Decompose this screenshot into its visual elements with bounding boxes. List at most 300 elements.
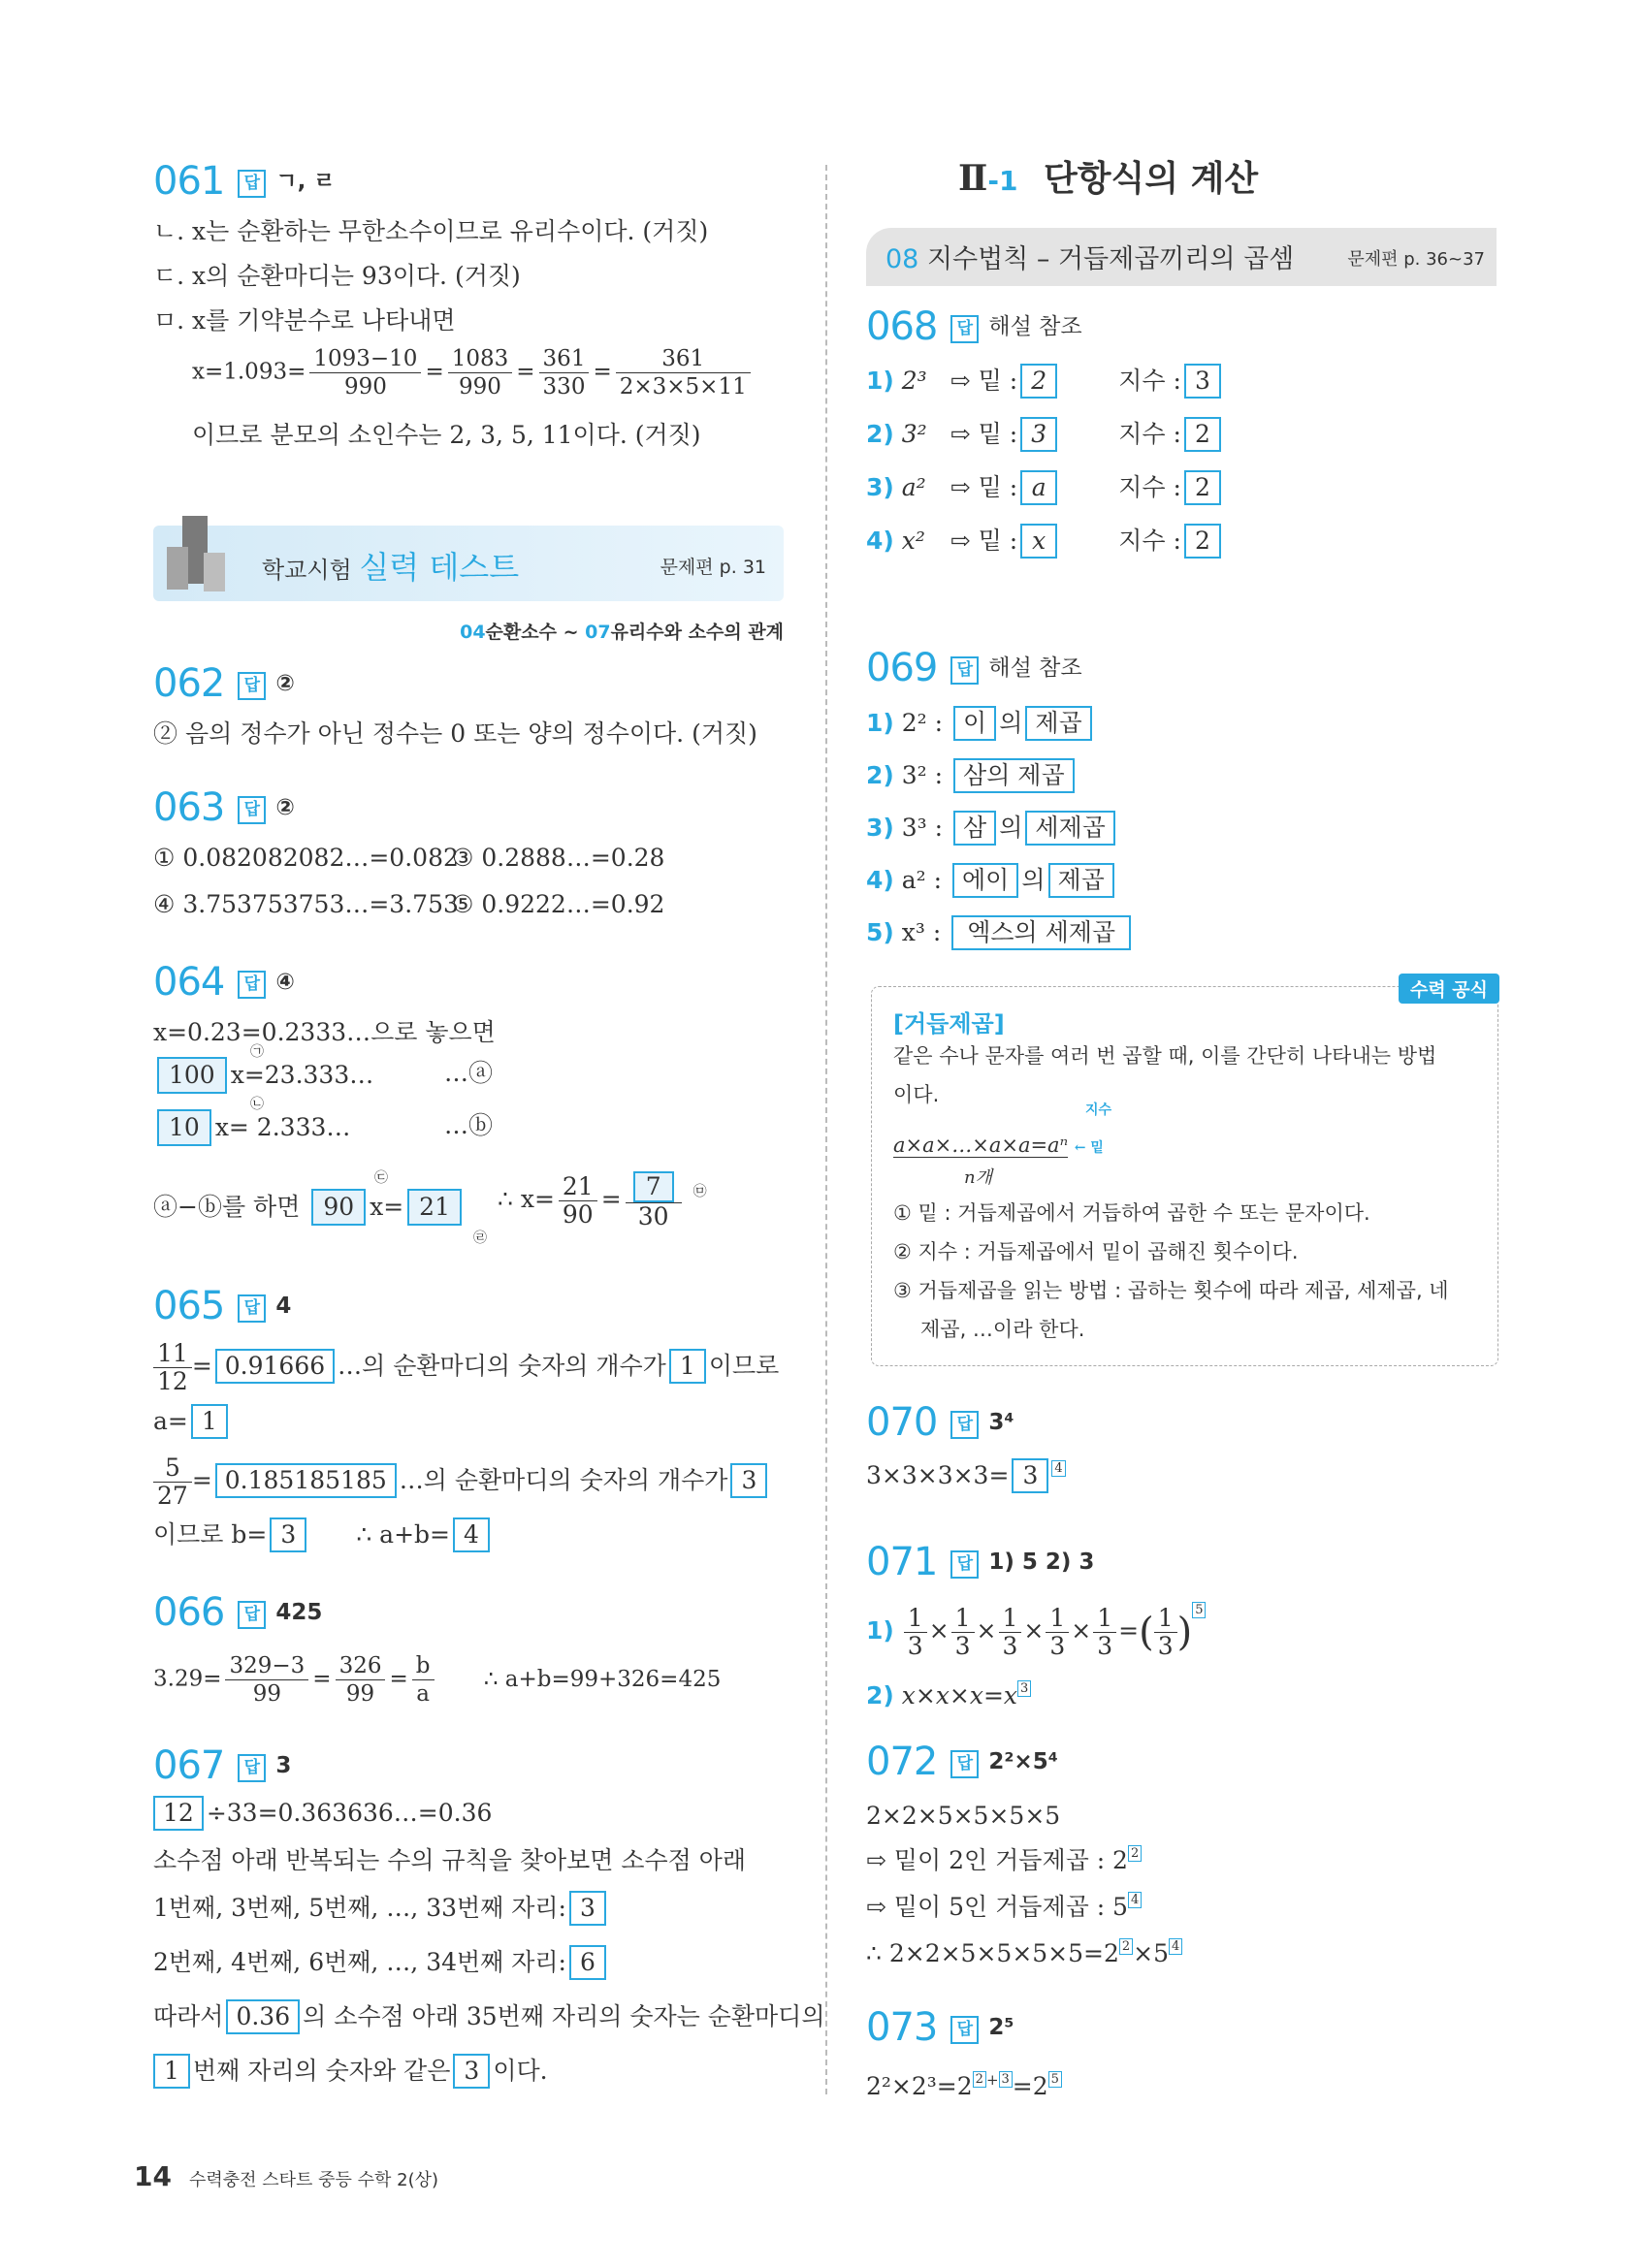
expr: 3² (901, 420, 927, 448)
denominator: 30 (637, 1202, 669, 1230)
text: 번째 자리의 숫자와 같은 (193, 2057, 451, 2085)
fraction (412, 1652, 435, 1708)
answer-tag: 답 (238, 672, 266, 700)
answer: 해설 참조 (988, 314, 1082, 339)
answer-box: 세제곱 (1025, 811, 1114, 846)
equation-line (866, 2063, 1062, 2103)
fraction (904, 1605, 927, 1660)
numerator: 326 (336, 1652, 386, 1680)
marker-label: ㉢ (374, 1170, 388, 1186)
formula-point: ③ 거듭제곱을 읽는 방법 : 곱하는 횟수에 따라 제곱, 세제곱, 네 (893, 1279, 1449, 1302)
denominator: 2×3×5×11 (619, 374, 747, 399)
text: 3×3×3×3= (866, 1461, 1010, 1489)
fraction (1154, 1605, 1177, 1660)
exponent-row (866, 524, 1224, 559)
problem-number: 064 (153, 960, 225, 1005)
text: ⓐ−ⓑ를 하면 (153, 1193, 301, 1221)
denominator: 3 (907, 1632, 923, 1660)
answer-box-small: 3 (999, 2071, 1013, 2088)
arrow-icon: ⇨ (950, 473, 971, 501)
fraction (559, 1173, 597, 1229)
equation-line (153, 1097, 351, 1146)
answer-box: 4 (453, 1517, 490, 1552)
exponent-label: 지수 (1085, 1102, 1112, 1118)
text: 이므로 (708, 1352, 780, 1380)
expr: 2³ (901, 367, 927, 395)
expr: 3² : (901, 761, 944, 789)
row-num: 1) (866, 1616, 894, 1645)
formula-expression (893, 1131, 1104, 1163)
answer-box: 삼 (953, 811, 996, 846)
answer: ② (275, 671, 295, 696)
answer-box-small: 5 (1048, 2071, 1062, 2088)
page-number: 14 (134, 2160, 172, 2192)
problem-067-header (153, 1743, 292, 1788)
exponent-row (866, 417, 1224, 452)
numerator: 1093−10 (309, 345, 421, 373)
formula-line: 같은 수나 문자를 여러 번 곱할 때, 이를 간단히 나타내는 방법 (893, 1044, 1437, 1068)
answer-box: 1 (669, 1349, 706, 1384)
problem-number: 066 (153, 1590, 225, 1635)
text: ÷33=0.363636…=0.36 (206, 1799, 493, 1827)
numerator: b (412, 1652, 435, 1680)
answer-box: 엑스의 세제곱 (951, 915, 1131, 950)
fraction (626, 1171, 682, 1230)
text: ⇨ 밑이 5인 거듭제곱 : 5 (866, 1893, 1128, 1921)
page-footer (134, 2160, 438, 2192)
exponent-row (866, 470, 1224, 505)
answer-row (866, 758, 1078, 793)
answer: 1) 5 2) 3 (988, 1549, 1095, 1575)
section-name: 지수법칙 – 거듭제곱끼리의 곱셈 (926, 244, 1295, 274)
answer-row (866, 915, 1134, 950)
denominator: 27 (157, 1482, 188, 1510)
numerator: 361 (539, 345, 590, 373)
expr: 3³ : (901, 814, 944, 842)
equation-line (866, 1679, 1031, 1712)
book-title: 수력충전 스타트 중등 수학 2(상) (188, 2170, 439, 2190)
expr: x³ : (901, 918, 942, 946)
arrow-icon: ⇨ (950, 527, 971, 555)
text: 의 (999, 814, 1023, 842)
fraction (616, 345, 751, 400)
text: 의 소수점 아래 35번째 자리의 숫자는 순환마디의 (303, 2002, 825, 2030)
text: = (1118, 1616, 1140, 1645)
numerator: 1 (951, 1605, 975, 1633)
answer-tag: 답 (238, 1294, 266, 1323)
numerator: 5 (153, 1454, 192, 1483)
fraction (1093, 1605, 1116, 1660)
section-num: 08 (885, 244, 919, 274)
text: ∴ 2×2×5×5×5×5=2 (866, 1939, 1119, 1967)
answer: 해설 참조 (988, 655, 1082, 681)
text: 2번째, 4번째, 6번째, …, 34번째 자리: (153, 1948, 566, 1976)
answer: 4 (275, 1294, 292, 1319)
answer-tag: 답 (950, 315, 979, 343)
answer-box: 제곱 (1025, 706, 1091, 741)
answer-box: 7 (633, 1171, 674, 1202)
times-sign: × (1071, 1616, 1092, 1645)
text: …의 순환마디의 숫자의 개수가 (338, 1352, 666, 1380)
equation: x=1.093= $\frac{1093-10}{990}$ = $\frac{1083}{990}$ = $\frac{361}{330}$ = $\frac{361}{2\times 3\times 5\times 11}$ (192, 345, 755, 400)
equation-line (866, 1891, 1142, 1924)
equation-line (153, 1404, 231, 1439)
text: ∴ a+b= (356, 1520, 450, 1549)
range-end-num: 07 (585, 622, 611, 643)
text: 2²×2³=2 (866, 2072, 973, 2100)
column-divider (825, 165, 827, 2094)
problem-number: 065 (153, 1284, 225, 1328)
banner-page-ref: 문제편 p. 31 (660, 557, 766, 578)
banner-title-main: 실력 테스트 (359, 549, 520, 586)
answer-box: 0.91666 (215, 1349, 335, 1384)
answer-box-small: 2 (973, 2071, 986, 2088)
answer: ④ (275, 970, 295, 995)
equation-line (153, 2054, 548, 2089)
text: x= 2.333… (214, 1113, 351, 1141)
answer-tag: 답 (950, 656, 979, 685)
eq-label: …ⓐ (444, 1059, 494, 1087)
answer-tag: 답 (238, 1754, 266, 1782)
row-num: 4) (866, 866, 894, 894)
formula-tag: 수력 공식 (1399, 974, 1499, 1004)
range-caption (460, 616, 784, 649)
denominator: 12 (157, 1367, 188, 1395)
text-line: ⑤ 0.9222…=0.92 (452, 890, 665, 918)
answer-box: 2 (1184, 470, 1221, 505)
paren-left: ( (1139, 1610, 1154, 1655)
answer-tag: 답 (950, 1550, 979, 1579)
fraction (309, 345, 421, 400)
answer: 3⁴ (988, 1410, 1014, 1435)
problem-069-header (866, 646, 1082, 690)
fraction (951, 1605, 975, 1660)
text-line: ㄴ. x는 순환하는 무한소수이므로 유리수이다. (거짓) (153, 217, 709, 245)
fraction (153, 1454, 192, 1510)
answer-box-small: 3 (1017, 1680, 1031, 1697)
formula-point: ① 밑 : 거듭제곱에서 거듭하여 곱한 수 또는 문자이다. (893, 1201, 1370, 1225)
answer-box: 이 (953, 706, 996, 741)
answer-box-small: 2 (1128, 1845, 1142, 1862)
chapter-title (958, 157, 1258, 203)
expr: a² : (901, 866, 943, 894)
times-sign: × (1023, 1616, 1045, 1645)
text: =2 (1012, 2072, 1048, 2100)
section-page-ref: 문제편 p. 36~37 (1347, 249, 1485, 270)
answer-box: 0.185185185 (215, 1463, 397, 1498)
fraction (448, 345, 513, 400)
answer-box: 2 (1184, 417, 1221, 452)
text: ⇨ 밑이 2인 거듭제곱 : 2 (866, 1846, 1128, 1874)
school-test-banner (153, 526, 784, 601)
text-line: 이므로 분모의 소인수는 2, 3, 5, 11이다. (거짓) (192, 421, 701, 449)
expr: x² (901, 527, 925, 555)
denominator: 990 (459, 374, 501, 399)
text: ∴ a+b=99+326=425 (483, 1666, 722, 1692)
banner-title-pre: 학교시험 (262, 557, 352, 584)
row-num: 1) (866, 709, 894, 737)
expr: 2² : (901, 709, 944, 737)
eq-label: …ⓑ (444, 1111, 494, 1139)
problem-062-header (153, 661, 295, 706)
problem-063-header (153, 785, 295, 830)
text: 이다. (493, 2057, 548, 2085)
problem-number: 069 (866, 646, 938, 690)
text: 의 (1021, 866, 1046, 894)
answer-box-small: 4 (1128, 1892, 1142, 1908)
row-num: 2) (866, 1681, 894, 1709)
answer-box: 100 (157, 1057, 227, 1094)
equation-line (153, 1170, 487, 1246)
answer-box: 6 (569, 1945, 606, 1980)
equation-line: $\frac{5}{27}$ = 0.185185185 …의 순환마디의 숫자의 개수가 3 (153, 1454, 770, 1510)
text: …의 순환마디의 숫자의 개수가 (399, 1466, 728, 1494)
answer-box: 12 (153, 1796, 204, 1831)
base-label: 밑 : (978, 473, 1018, 501)
equation-line (866, 1458, 1066, 1493)
equation-line (153, 1945, 609, 1980)
text: ∴ x= (498, 1185, 555, 1213)
denominator: 99 (252, 1681, 282, 1707)
problem-068-header (866, 304, 1082, 349)
problem-072-header (866, 1740, 1058, 1784)
formula-box (871, 979, 1498, 1366)
answer-box: x (1020, 524, 1057, 559)
problem-073-header (866, 2005, 1014, 2050)
answer-box: 3 (453, 2054, 490, 2089)
exponent-label: 지수 : (1118, 527, 1181, 555)
text-line: ㄷ. x의 순환마디는 93이다. (거짓) (153, 262, 521, 290)
numerator: 1 (1093, 1605, 1116, 1633)
answer-tag: 답 (238, 796, 266, 824)
exponent-row (866, 364, 1224, 399)
times-sign: × (976, 1616, 997, 1645)
numerator: 1 (1154, 1605, 1177, 1633)
text-line: ② 음의 정수가 아닌 정수는 0 또는 양의 정수이다. (거짓) (153, 719, 757, 748)
fraction (999, 1605, 1022, 1660)
text-line: ③ 0.2888…=0.28 (452, 844, 665, 872)
equation-line (153, 1891, 609, 1926)
problem-number: 068 (866, 304, 938, 349)
problem-064-header (153, 960, 295, 1005)
answer-box-small: 4 (1169, 1938, 1182, 1955)
answer-box: 제곱 (1048, 863, 1114, 898)
answer-box: 0.36 (226, 1999, 300, 2034)
row-num: 5) (866, 918, 894, 946)
answer-box: 3 (270, 1517, 306, 1552)
answer-box: 2 (1020, 364, 1057, 399)
problem-number: 071 (866, 1540, 938, 1584)
answer-tag: 답 (950, 1411, 979, 1439)
exponent-label: 지수 : (1118, 420, 1181, 448)
equation-line (153, 1796, 492, 1831)
text-line: ① 0.082082082…=0.082 (153, 844, 459, 872)
section-bar (866, 228, 1497, 286)
problem-number: 061 (153, 159, 225, 204)
base-label: 밑 : (978, 527, 1018, 555)
answer: ② (275, 795, 295, 820)
answer-box: 3 (730, 1463, 767, 1498)
answer-tag: 답 (238, 971, 266, 999)
answer-row (866, 863, 1117, 898)
numerator: 329−3 (225, 1652, 308, 1680)
expression: a×a×…×a×a=aⁿ (893, 1134, 1069, 1157)
numerator: 1 (999, 1605, 1022, 1633)
text: a= (153, 1407, 188, 1435)
bar-graphic-icon (167, 547, 188, 590)
chapter-roman: Ⅱ (958, 158, 988, 199)
answer: 2²×5⁴ (988, 1749, 1058, 1774)
answer-box: 3 (1012, 1458, 1048, 1493)
denominator: 3 (1049, 1632, 1066, 1660)
answer-box: 2 (1184, 524, 1221, 559)
fraction (153, 1340, 192, 1395)
denominator: 3 (1157, 1632, 1174, 1660)
answer: 3 (275, 1753, 292, 1778)
problem-number: 063 (153, 785, 225, 830)
answer-box: 3 (1184, 364, 1221, 399)
fraction (225, 1652, 308, 1708)
exponent-label: 지수 : (1118, 473, 1181, 501)
answer-box: 10 (157, 1109, 211, 1146)
equation-result: ∴ x= $\frac{21}{90}$ = $\frac{7}{30}$ ㉤ (498, 1172, 707, 1230)
formula-line: 이다. (893, 1083, 940, 1106)
text: x×x×x=x (901, 1681, 1018, 1709)
base-label: 밑 : (978, 420, 1018, 448)
text-line: x=0.23=0.2333…으로 놓으면 (153, 1018, 496, 1046)
banner-title (262, 543, 519, 588)
chapter-sub: -1 (987, 165, 1018, 197)
problem-070-header (866, 1400, 1014, 1445)
formula-point: ② 지수 : 거듭제곱에서 밑이 곱해진 횟수이다. (893, 1240, 1299, 1263)
exponent-label: 지수 : (1118, 367, 1181, 395)
problem-number: 072 (866, 1740, 938, 1784)
problem-number: 070 (866, 1400, 938, 1445)
problem-065-header (153, 1284, 292, 1328)
base-label: 밑 : (978, 367, 1018, 395)
text: 이므로 b= (153, 1520, 268, 1549)
text-line: ㅁ. x를 기약분수로 나타내면 (153, 306, 456, 335)
row-num: 3) (866, 814, 894, 842)
numerator: 1 (1046, 1605, 1069, 1633)
row-num: 2) (866, 761, 894, 789)
problem-061-header (153, 159, 336, 204)
fraction (539, 345, 590, 400)
denominator: 90 (562, 1200, 594, 1229)
fraction-product (902, 1604, 1118, 1660)
text: 의 (999, 709, 1023, 737)
marker-label: ㉡ (250, 1097, 264, 1112)
text-line: 2×2×5×5×5×5 (866, 1802, 1061, 1830)
range-start-num: 04 (460, 622, 486, 643)
answer-box: 90 (311, 1189, 366, 1226)
answer-box: 1 (153, 2054, 190, 2089)
row-num: 3) (866, 473, 894, 501)
range-end-text: 유리수와 소수의 관계 (610, 622, 784, 643)
equation-line: $\frac{11}{12}$ = 0.91666 …의 순환마디의 숫자의 개수가 1 이므로 (153, 1340, 779, 1395)
text: ×5 (1133, 1939, 1170, 1967)
equation-line (153, 1517, 493, 1552)
numerator: 361 (616, 345, 751, 373)
answer-row (866, 811, 1118, 846)
bar-graphic-icon (204, 553, 225, 591)
denominator: 99 (345, 1681, 375, 1707)
row-num: 4) (866, 527, 894, 555)
answer: ㄱ, ㄹ (275, 169, 336, 194)
problem-number: 067 (153, 1743, 225, 1788)
text-line: 소수점 아래 반복되는 수의 규칙을 찾아보면 소수점 아래 (153, 1846, 747, 1874)
denominator: 330 (542, 374, 586, 399)
range-start-text: 순환소수 ~ (485, 622, 586, 643)
answer-tag: 답 (238, 170, 266, 198)
equation-line (153, 1999, 824, 2034)
expr: a² (901, 473, 926, 501)
answer-box-small: 2 (1119, 1938, 1133, 1955)
eq-lhs: x=1.093= (192, 359, 306, 385)
denominator: 3 (1097, 1632, 1113, 1660)
marker-label: ㉠ (250, 1044, 264, 1060)
answer-box-small: 4 (1051, 1460, 1065, 1477)
row-num: 1) (866, 367, 894, 395)
paren-right: ) (1176, 1610, 1193, 1655)
answer-box: 1 (191, 1404, 228, 1439)
numerator: 1083 (448, 345, 513, 373)
formula-title: [거듭제곱] (893, 1010, 1005, 1038)
numerator: 11 (153, 1340, 192, 1368)
answer-row (866, 706, 1095, 741)
equation-line (866, 1844, 1142, 1877)
arrow-icon: ⇨ (950, 367, 971, 395)
answer-tag: 답 (238, 1601, 266, 1629)
marker-label: ㉤ (692, 1184, 707, 1199)
count-label: n개 (964, 1167, 992, 1188)
equation-line (866, 1602, 1206, 1660)
text: 따라서 (153, 2002, 224, 2030)
text: + (985, 2071, 999, 2089)
arrow-icon: ⇨ (950, 420, 971, 448)
answer-tag: 답 (950, 2016, 979, 2044)
problem-066-header (153, 1590, 323, 1635)
answer-box: 에이 (952, 863, 1018, 898)
text: 1번째, 3번째, 5번째, …, 33번째 자리: (153, 1894, 566, 1922)
answer-box: 삼의 제곱 (953, 758, 1075, 793)
marker-label: ㉣ (473, 1230, 487, 1246)
times-sign: × (928, 1616, 950, 1645)
denominator: 990 (343, 374, 387, 399)
answer-tag: 답 (950, 1750, 979, 1778)
text: x=23.333… (230, 1061, 374, 1089)
denominator: 3 (1002, 1632, 1018, 1660)
chapter-name: 단항식의 계산 (1044, 159, 1259, 199)
answer: 2⁵ (988, 2015, 1014, 2040)
equation-line: 3.29= $\frac{329-3}{99}$ = $\frac{326}{99}$ = $\frac{b}{a}$ ∴ a+b=99+326=425 (153, 1653, 722, 1707)
answer-box-small: 5 (1192, 1602, 1206, 1618)
fraction (1046, 1605, 1069, 1660)
equation-line (866, 1937, 1182, 1970)
fraction (336, 1652, 386, 1708)
numerator: 1 (904, 1605, 927, 1633)
text: x= (370, 1193, 404, 1221)
denominator: 3 (954, 1632, 971, 1660)
base-label: ← 밑 (1074, 1140, 1104, 1156)
problem-071-header (866, 1540, 1095, 1584)
row-num: 2) (866, 420, 894, 448)
problem-number: 062 (153, 661, 225, 706)
problem-number: 073 (866, 2005, 938, 2050)
section-title (885, 238, 1294, 275)
formula-point: 제곱, …이라 한다. (920, 1318, 1085, 1341)
answer-box: 3 (1020, 417, 1057, 452)
